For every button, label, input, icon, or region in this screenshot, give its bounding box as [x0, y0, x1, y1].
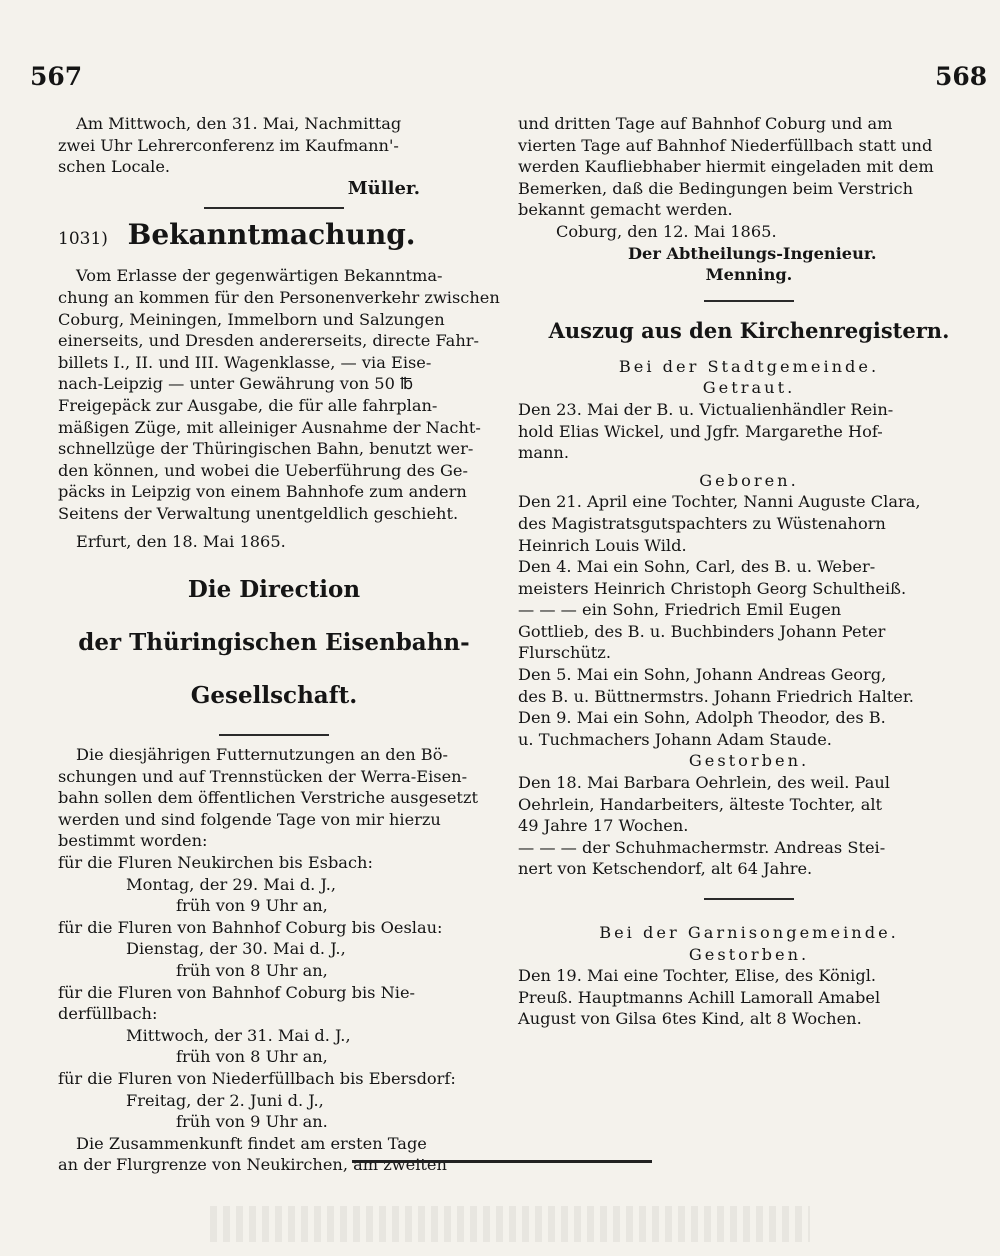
divider [219, 734, 329, 736]
signature-title: Der Abtheilungs-Ingenieur. [628, 243, 877, 263]
schedule-time: früh von 9 Uhr an, [176, 896, 328, 916]
schedule-route: für die Fluren von Niederfüllbach bis Ebersdorf: [58, 1069, 456, 1088]
harvest-continuation [518, 113, 980, 221]
notice-date: Erfurt, den 18. Mai 1865. [76, 531, 286, 551]
schedule-day: Montag, der 29. Mai d. J., [126, 874, 336, 894]
text-line: Die diesjährigen Futternutzungen an den Bö- [76, 745, 448, 765]
text-line: u. Tuchmachers Johann Adam Staude. [518, 729, 832, 749]
text-line: schungen und auf Trennstücken der Werra-Eisen- [58, 766, 468, 786]
schedule-route: für die Fluren von Bahnhof Coburg bis Oeslau: [58, 917, 443, 937]
page-number-right: 568 [935, 62, 988, 91]
section-heading-married: Getraut. [702, 378, 796, 398]
text-line: nach-Leipzig — unter Gewährung von 50 ℔ [58, 374, 414, 394]
text-line: Oehrlein, Handarbeiters, älteste Tochter, alt [518, 794, 883, 814]
schedule-time: früh von 8 Uhr an, [176, 961, 328, 981]
meeting-notice [58, 113, 490, 178]
text-line: Den 19. Mai eine Tochter, Elise, des Königl. [518, 966, 877, 986]
text-line: Den 9. Mai ein Sohn, Adolph Theodor, des B. [518, 708, 886, 728]
signature-line: Gesellschaft. [190, 682, 358, 710]
notice-signature [58, 575, 490, 711]
text-line: — — — ein Sohn, Friedrich Emil Eugen [518, 600, 842, 620]
text-line: bahn sollen dem öffentlichen Verstriche ausgesetzt [58, 788, 478, 808]
register-title: Auszug aus den Kirchenregistern. [548, 317, 950, 343]
text-line: — — — der Schuhmachermstr. Andreas Stei- [518, 837, 886, 857]
text-line: Gottlieb, des B. u. Buchbinders Johann Peter [518, 621, 886, 641]
text-line: Den 4. Mai ein Sohn, Carl, des B. u. Weber- [518, 557, 876, 577]
text-line: zwei Uhr Lehrerconferenz im Kaufmann'- [58, 135, 399, 155]
text-line: bekannt gemacht werden. [518, 200, 733, 220]
text-line: billets I., II. und III. Wagenklasse, — via Eise- [58, 352, 432, 372]
text-line: August von Gilsa 6tes Kind, alt 8 Wochen. [518, 1009, 862, 1029]
schedule-day: Dienstag, der 30. Mai d. J., [126, 939, 346, 959]
divider [704, 898, 794, 900]
bottom-rule [352, 1160, 652, 1163]
text-line: werden und sind folgende Tage von mir hierzu [58, 809, 441, 829]
text-line: 49 Jahre 17 Wochen. [518, 816, 689, 836]
text-line: päcks in Leipzig von einem Bahnhofe zum andern [58, 482, 467, 502]
section-heading-died: Gestorben. [688, 944, 810, 964]
text-line: Preuß. Hauptmanns Achill Lamorall Amabel [518, 987, 881, 1007]
section-heading-died: Gestorben. [688, 751, 810, 771]
text-line: vierten Tage auf Bahnhof Niederfüllbach statt und [518, 135, 933, 155]
text-line: den können, und wobei die Ueberführung des Ge- [58, 460, 468, 480]
text-line: Den 5. Mai ein Sohn, Johann Andreas Georg, [518, 665, 887, 685]
text-line: hold Elias Wickel, und Jgfr. Margarethe Hof- [518, 421, 883, 441]
text-line: Vom Erlasse der gegenwärtigen Bekanntma- [76, 266, 443, 286]
divider [204, 207, 344, 209]
notice-title: Bekanntmachung. [127, 218, 416, 252]
text-line: chung an kommen für den Personenverkehr zwischen [58, 287, 500, 307]
text-line: Coburg, Meiningen, Immelborn und Salzungen [58, 309, 445, 329]
text-line: Den 23. Mai der B. u. Victualienhändler Rein- [518, 399, 894, 419]
text-line: Die Zusammenkunft findet am ersten Tage [76, 1133, 427, 1153]
schedule-day: Mittwoch, der 31. Mai d. J., [126, 1025, 351, 1045]
text-line: schen Locale. [58, 157, 171, 177]
text-line: Den 21. April eine Tochter, Nanni Auguste Clara, [518, 492, 921, 512]
text-line: meisters Heinrich Christoph Georg Schultheiß. [518, 578, 907, 598]
text-line: mann. [518, 443, 569, 463]
harvest-date: Coburg, den 12. Mai 1865. [556, 221, 777, 241]
page-number-left: 567 [30, 62, 83, 91]
text-line: nert von Ketschendorf, alt 64 Jahre. [518, 859, 813, 879]
divider [704, 300, 794, 302]
text-line: bestimmt worden: [58, 831, 208, 851]
schedule-time: früh von 9 Uhr an. [176, 1112, 328, 1132]
notice-number: 1031) [58, 229, 108, 250]
text-line: werden Kaufliebhaber hiermit eingeladen mit dem [518, 157, 934, 177]
right-column [518, 113, 980, 1030]
text-line: Flurschütz. [518, 643, 611, 663]
text-line: Seitens der Verwaltung unentgeldlich geschieht. [58, 503, 459, 523]
text-line: einerseits, und Dresden andererseits, directe Fahr- [58, 331, 479, 351]
notice-heading [58, 217, 490, 257]
schedule-day: Freitag, der 2. Juni d. J., [126, 1090, 324, 1110]
left-column [58, 113, 500, 1176]
text-line: Den 18. Mai Barbara Oehrlein, des weil. Paul [518, 773, 890, 793]
schedule-time: früh von 8 Uhr an, [176, 1047, 328, 1067]
schedule-route: für die Fluren Neukirchen bis Esbach: [58, 853, 373, 873]
text-line: an der Flurgrenze von Neukirchen, am zweiten [58, 1155, 447, 1175]
text-line: und dritten Tage auf Bahnhof Coburg und am [518, 114, 893, 133]
parish-heading: Bei der Stadtgemeinde. [618, 356, 880, 376]
text-line: Bemerken, daß die Bedingungen beim Verstrich [518, 178, 914, 198]
text-line: des B. u. Büttnermstrs. Johann Friedrich Halter. [518, 686, 914, 706]
parish-heading: Bei der Garnisongemeinde. [599, 923, 899, 942]
section-heading-born: Geboren. [699, 470, 799, 490]
schedule-route: derfüllbach: [58, 1004, 158, 1024]
notice-body [58, 265, 500, 524]
text-line: mäßigen Züge, mit alleiniger Ausnahme der Nacht- [58, 417, 481, 437]
text-line: schnellzüge der Thüringischen Bahn, benutzt wer- [58, 439, 474, 459]
meeting-signature: Müller. [347, 177, 420, 199]
schedule-route: für die Fluren von Bahnhof Coburg bis Nie- [58, 982, 416, 1002]
harvest-notice [58, 744, 490, 1176]
text-line: des Magistratsgutspachters zu Wüstenahorn [518, 513, 886, 533]
text-line: Am Mittwoch, den 31. Mai, Nachmittag [76, 114, 402, 133]
signature-name: Menning. [705, 265, 793, 285]
text-line: Freigepäck zur Ausgabe, die für alle fahrplan- [58, 395, 438, 415]
signature-line: der Thüringischen Eisenbahn- [78, 629, 470, 657]
signature-line: Die Direction [187, 576, 361, 604]
bleed-through-texture [210, 1206, 810, 1242]
text-line: Heinrich Louis Wild. [518, 535, 687, 555]
